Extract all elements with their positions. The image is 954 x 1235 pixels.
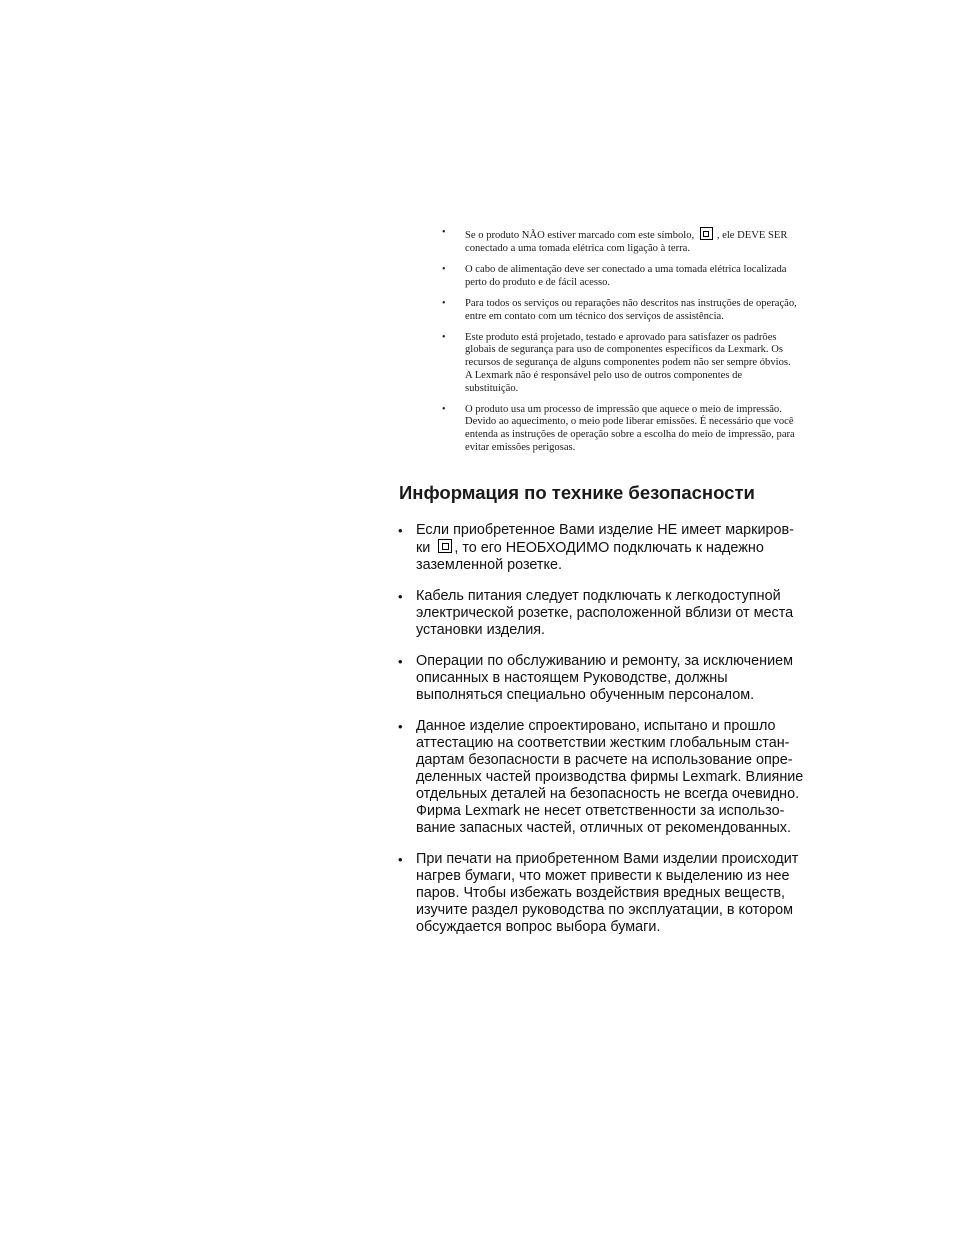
item-text: деленных частей производства фирмы Lexmark. Влияние — [416, 769, 804, 785]
list-item — [397, 522, 837, 574]
item-text: conectado a uma tomada elétrica com ligação à terra. — [465, 242, 690, 254]
item-text: аттестацию на соответствии жестким глобальным стан- — [416, 735, 790, 751]
item-text: нагрев бумаги, что может привести к выделению из нее — [416, 868, 790, 884]
item-text: Para todos os serviços ou reparações não descritos nas instruções de operação, — [465, 297, 797, 309]
bullet: • — [398, 589, 403, 604]
item-text: Если приобретенное Вами изделие НЕ имеет маркиров- — [416, 522, 794, 538]
bullet: • — [398, 523, 403, 538]
bullet: • — [442, 227, 446, 238]
item-text: Кабель питания следует подключать к легкодоступной — [416, 588, 781, 604]
item-text: Данное изделие спроектировано, испытано и прошло — [416, 718, 776, 734]
item-text: recursos de segurança de alguns componentes podem não ser sempre óbvios. — [465, 357, 791, 369]
item-text: , то его НЕОБХОДИМО подключать к надежно — [454, 540, 764, 556]
item-text: A Lexmark não é responsável pelo uso de outros componentes de — [465, 369, 743, 381]
item-text: globais de segurança para uso de componentes específicos da Lexmark. Os — [465, 344, 783, 356]
list-item — [440, 264, 840, 289]
item-text: Este produto está projetado, testado e aprovado para satisfazer os padrões — [465, 331, 777, 343]
section-heading: Информация по технике безопасности — [399, 482, 755, 503]
item-text: При печати на приобретенном Вами изделии происходит — [416, 851, 799, 867]
list-item — [440, 298, 840, 323]
item-text: дартам безопасности в расчете на использование опре- — [416, 752, 793, 768]
bullet: • — [398, 654, 403, 669]
item-text: O cabo de alimentação deve ser conectado a uma tomada elétrica localizada — [465, 263, 787, 275]
double-insulation-icon — [700, 227, 713, 240]
item-text: Devido ao aquecimento, o meio pode liberar emissões. É necessário que você — [465, 416, 794, 428]
item-text: , ele DEVE SER — [716, 230, 788, 241]
bullet: • — [398, 852, 403, 867]
item-text: Se o produto NÃO estiver marcado com este símbolo, — [465, 230, 697, 241]
list-item — [440, 332, 840, 396]
double-insulation-icon — [438, 539, 452, 553]
item-text: entenda as instruções de operação sobre a escolha do meio de impressão, para — [465, 429, 795, 441]
item-text: паров. Чтобы избежать воздействия вредных веществ, — [416, 885, 785, 901]
item-text: заземленной розетке. — [416, 557, 562, 573]
item-text: выполняться специально обученным персоналом. — [416, 687, 755, 703]
item-text: perto do produto e de fácil acesso. — [465, 276, 611, 288]
item-text: substituição. — [465, 382, 519, 394]
russian-safety-list — [397, 522, 837, 950]
item-text: отдельных деталей на безопасность не всегда очевидно. — [416, 786, 800, 802]
bullet: • — [442, 403, 446, 415]
item-text: O produto usa um processo de impressão que aquece o meio de impressão. — [465, 403, 782, 415]
item-text: вание запасных частей, отличных от рекомендованных. — [416, 820, 791, 836]
list-item — [397, 588, 837, 639]
item-text: описанных в настоящем Руководстве, должны — [416, 670, 728, 686]
item-text: Фирма Lexmark не несет ответственности за использо- — [416, 803, 785, 819]
bullet: • — [442, 263, 446, 275]
portuguese-safety-list — [440, 227, 840, 463]
item-text: evitar emissões perigosas. — [465, 441, 576, 453]
item-text: Операции по обслуживанию и ремонту, за исключением — [416, 653, 794, 669]
list-item — [440, 227, 840, 255]
list-item — [397, 718, 837, 837]
item-text: ки — [416, 540, 435, 556]
bullet: • — [398, 719, 403, 734]
list-item — [397, 851, 837, 936]
bullet: • — [442, 297, 446, 309]
item-text: электрической розетке, расположенной вблизи от места — [416, 605, 794, 621]
item-text: обсуждается вопрос выбора бумаги. — [416, 919, 661, 935]
list-item — [397, 653, 837, 704]
bullet: • — [442, 331, 446, 343]
item-text: изучите раздел руководства по эксплуатации, в котором — [416, 902, 793, 918]
item-text: entre em contato com um técnico dos serviços de assistência. — [465, 310, 724, 322]
item-text: установки изделия. — [416, 622, 546, 638]
list-item — [440, 404, 840, 455]
